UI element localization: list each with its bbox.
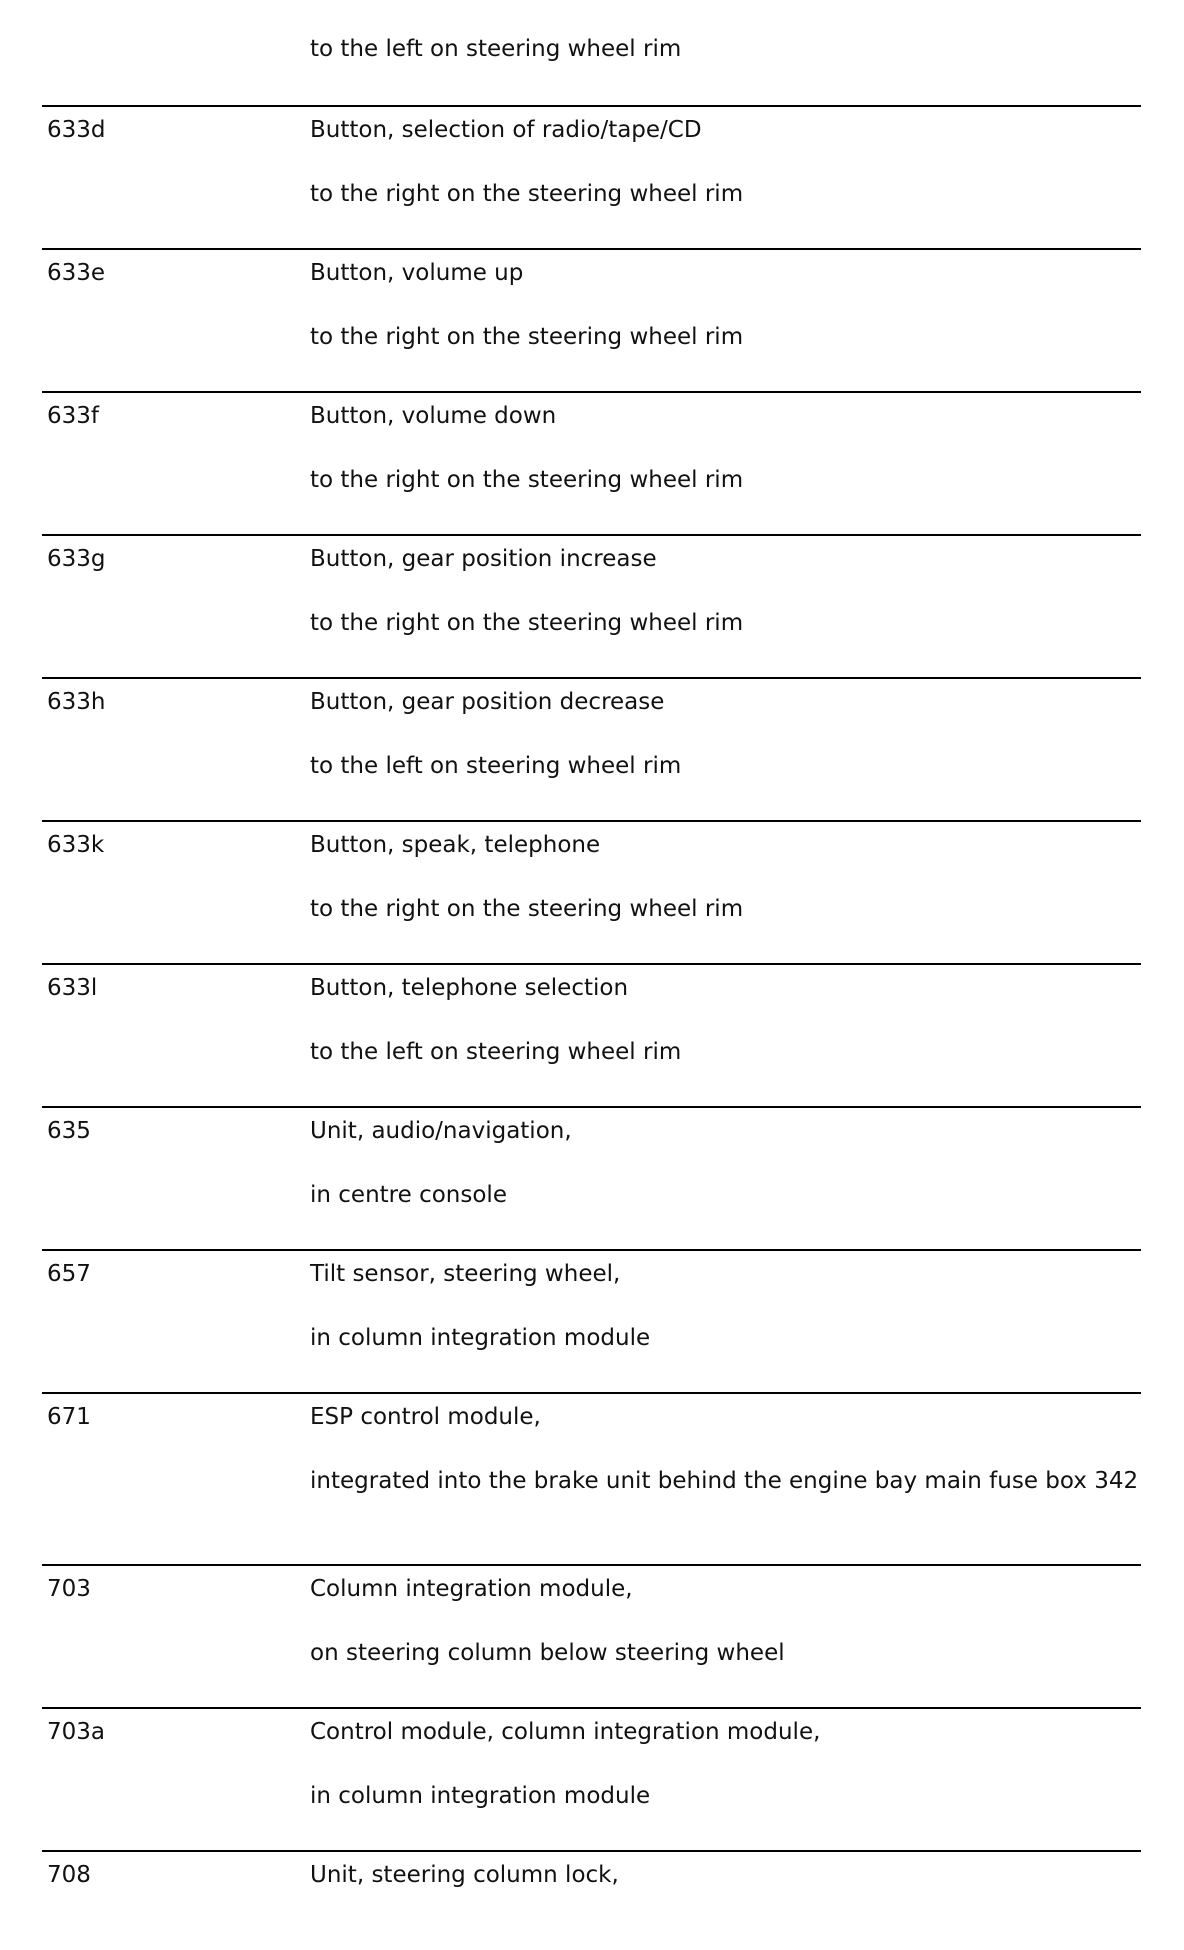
component-description <box>310 258 1140 352</box>
component-location: in column integration module <box>310 1325 651 1351</box>
component-description <box>310 1717 1140 1811</box>
component-name: Tilt sensor, steering wheel, <box>310 1261 621 1287</box>
table-row <box>42 820 1141 965</box>
component-name: Button, telephone selection <box>310 975 629 1001</box>
component-location: on steering column below steering wheel <box>310 1640 785 1666</box>
table-row <box>42 1249 1141 1394</box>
component-code: 633d <box>47 117 106 143</box>
component-name: Button, speak, telephone <box>310 832 601 858</box>
component-location: to the left on steering wheel rim <box>310 753 682 779</box>
component-code: 633k <box>47 832 105 858</box>
component-code: 703a <box>47 1719 105 1745</box>
table-row <box>42 1707 1141 1852</box>
component-description <box>310 1259 1140 1353</box>
component-location: to the left on steering wheel rim <box>310 1039 682 1065</box>
table-row <box>42 534 1141 679</box>
component-location: integrated into the brake unit behind the engine bay main fuse box 342 <box>310 1468 1139 1494</box>
table-row <box>42 677 1141 822</box>
component-description <box>310 544 1140 638</box>
component-code: 657 <box>47 1261 91 1287</box>
component-description <box>310 401 1140 495</box>
component-description <box>310 1116 1140 1210</box>
component-name: Unit, steering column lock, <box>310 1862 619 1888</box>
table-row <box>42 1106 1141 1251</box>
component-description <box>310 1402 1140 1496</box>
table-row <box>42 963 1141 1108</box>
table-row <box>42 105 1141 250</box>
component-name: Column integration module, <box>310 1576 633 1602</box>
component-description <box>310 1574 1140 1668</box>
component-code: 635 <box>47 1118 91 1144</box>
component-location: to the right on the steering wheel rim <box>310 181 744 207</box>
component-code: 703 <box>47 1576 91 1602</box>
component-name: ESP control module, <box>310 1404 541 1430</box>
component-code: 671 <box>47 1404 91 1430</box>
component-description <box>310 687 1140 781</box>
component-code: 633e <box>47 260 106 286</box>
component-code: 633l <box>47 975 98 1001</box>
component-name: Button, volume up <box>310 260 524 286</box>
component-location: to the right on the steering wheel rim <box>310 896 744 922</box>
component-location: to the right on the steering wheel rim <box>310 610 744 636</box>
component-description <box>310 830 1140 924</box>
component-code: 633f <box>47 403 99 429</box>
component-name: Unit, audio/navigation, <box>310 1118 572 1144</box>
component-location: to the right on the steering wheel rim <box>310 324 744 350</box>
component-name: Control module, column integration module, <box>310 1719 821 1745</box>
component-name: Button, gear position increase <box>310 546 657 572</box>
component-name: Button, volume down <box>310 403 557 429</box>
component-description <box>310 1860 1140 1890</box>
component-location: in column integration module <box>310 1783 651 1809</box>
table-row <box>42 1564 1141 1709</box>
table-row <box>42 1392 1141 1566</box>
continuation-text: to the left on steering wheel rim <box>310 36 682 62</box>
table-row <box>42 248 1141 393</box>
component-location: to the right on the steering wheel rim <box>310 467 744 493</box>
component-name: Button, gear position decrease <box>310 689 665 715</box>
component-name: Button, selection of radio/tape/CD <box>310 117 702 143</box>
component-code: 633g <box>47 546 106 572</box>
component-description <box>310 115 1140 209</box>
component-code: 633h <box>47 689 106 715</box>
table-row <box>42 1850 1141 1950</box>
component-description <box>310 973 1140 1067</box>
component-location: in centre console <box>310 1182 507 1208</box>
table-row <box>42 391 1141 536</box>
component-code: 708 <box>47 1862 91 1888</box>
